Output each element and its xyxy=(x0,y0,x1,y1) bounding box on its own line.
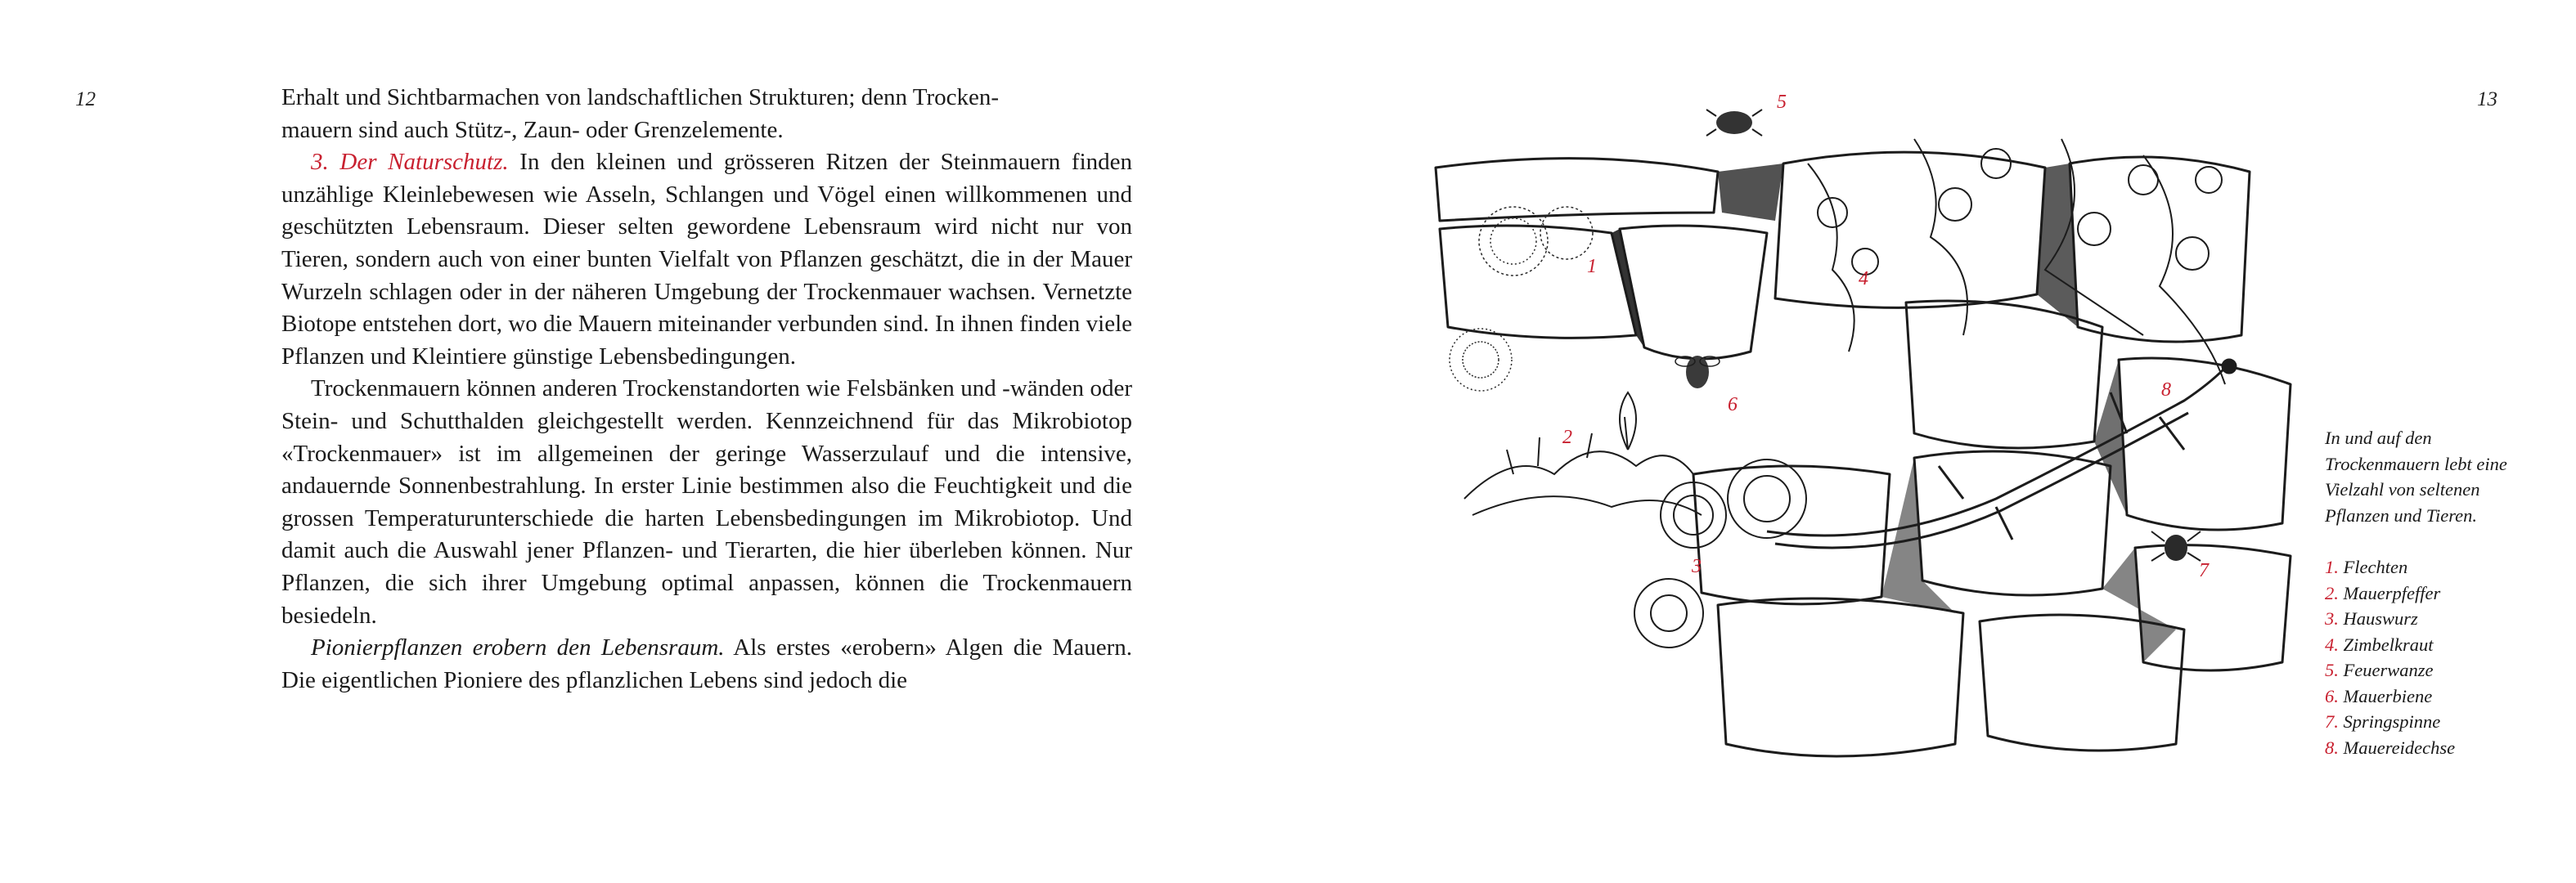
legend-item xyxy=(2325,580,2521,607)
page-number-right: 13 xyxy=(2477,88,2497,110)
paragraph-pionierpflanzen xyxy=(281,632,1132,697)
legend-item xyxy=(2325,735,2521,761)
legend-number: 5. xyxy=(2325,660,2339,680)
legend-item xyxy=(2325,709,2521,735)
paragraph-trockenstandorte: Trockenmauern können anderen Trockenstandorten wie Felsbänken und -wänden oder Stein- und Schutthalden gleichgestellt werden. Kennzeichnend für das Mikrobiotop «Trockenmauer» ist im allgemeinen der geringe Wasserzulauf und die intensive, andauernde Sonnenbestrahlung. In erster Linie bestimmen also die Feuchtigkeit und die grossen Temperaturunterschiede die harten Lebensbedingungen im Mikrobiotop. Und damit auch die Auswahl jener Pflanzen- und Tierarten, die hier überleben können. Nur Pflanzen, die sich ihrer Umgebung optimal anpassen, können die Trockenmauern besiedeln. xyxy=(281,375,1132,629)
legend-item xyxy=(2325,606,2521,632)
legend-number: 4. xyxy=(2325,634,2339,655)
lichen-cluster xyxy=(1450,207,1593,391)
legend-item xyxy=(2325,554,2521,580)
illustration-marker-2: 2 xyxy=(1562,427,1572,448)
legend-item xyxy=(2325,632,2521,658)
legend-label: Mauereidechse xyxy=(2343,737,2456,758)
legend-number: 1. xyxy=(2325,557,2339,577)
section-heading-naturschutz: 3. Der Naturschutz. xyxy=(311,149,509,176)
illustration-marker-6: 6 xyxy=(1728,394,1738,415)
paragraph-pionierpflanzen-text: Als erstes «erobern» Algen die Mauern. Die eigentlichen Pioniere des pflanzlichen Lebens sind jedoch die xyxy=(281,634,1132,693)
run-in-heading-pionierpflanzen: Pionierpflanzen erobern den Lebensraum. xyxy=(311,634,725,661)
legend-item xyxy=(2325,657,2521,684)
illustration-marker-4: 4 xyxy=(1859,268,1868,289)
stone xyxy=(1440,226,1636,338)
mason-bee-insect xyxy=(1675,356,1720,388)
paragraph-1-line-1: Erhalt und Sichtbarmachen von landschaftlichen Strukturen; denn Trocken- xyxy=(281,84,1000,110)
illustration-marker-1: 1 xyxy=(1587,256,1597,277)
ivy-leaved-toadflax xyxy=(1808,139,2225,384)
firebug-insect xyxy=(1706,110,1762,136)
legend-label: Springspinne xyxy=(2343,711,2441,732)
paragraph-1-line-2: mauern sind auch Stütz-, Zaun- oder Grenzelemente. xyxy=(281,116,784,143)
stone xyxy=(1436,159,1718,221)
body-text xyxy=(281,82,1132,697)
legend-number: 7. xyxy=(2325,711,2339,732)
legend-label: Feuerwanze xyxy=(2343,660,2434,680)
paragraph-naturschutz xyxy=(281,146,1132,373)
legend-number: 8. xyxy=(2325,737,2339,758)
legend-label: Mauerbiene xyxy=(2343,685,2433,706)
stone xyxy=(2070,157,2250,342)
figure-caption xyxy=(2325,425,2521,760)
stone xyxy=(2119,358,2291,530)
illustration-marker-8: 8 xyxy=(2161,379,2171,401)
stone xyxy=(1718,598,1963,756)
legend-item xyxy=(2325,684,2521,710)
houseleek-rosette xyxy=(1634,459,1806,648)
stone xyxy=(2135,545,2291,670)
paragraph-1 xyxy=(281,82,1132,146)
legend-label: Flechten xyxy=(2343,557,2408,577)
dry-stone-wall-illustration xyxy=(1423,90,2307,793)
legend-number: 2. xyxy=(2325,582,2339,603)
illustration-marker-5: 5 xyxy=(1777,92,1787,113)
legend-label: Mauerpfeffer xyxy=(2343,582,2441,603)
legend-label: Zimbelkraut xyxy=(2343,634,2434,655)
paragraph-naturschutz-text: In den kleinen und grösseren Ritzen der Steinmauern finden unzählige Kleinlebewesen wie Asseln, Schlangen und Vögel einen willkommenen und geschützten Lebensraum. Dieser selten gewordene Lebensraum wird nicht nur von Tieren, sondern auch von einer bunten Vielfalt von Pflanzen geschätzt, die in der Mauer Wurzeln schlagen oder in der näheren Umgebung der Trockenmauer wachsen. Vernetzte Biotope entstehen dort, wo die Mauern miteinander verbunden sind. In ihnen finden viele Pflanzen und Kleintiere günstige Lebensbedingungen. xyxy=(281,149,1132,370)
legend-label: Hauswurz xyxy=(2343,608,2418,629)
species-legend xyxy=(2325,554,2521,760)
caption-intro: In und auf den Trockenmauern lebt eine Vielzahl von seltenen Pflanzen und Tieren. xyxy=(2325,428,2507,526)
illustration-marker-3: 3 xyxy=(1692,556,1702,577)
legend-number: 3. xyxy=(2325,608,2339,629)
legend-number: 6. xyxy=(2325,685,2339,706)
page-number-left: 12 xyxy=(75,88,96,110)
illustration-marker-7: 7 xyxy=(2199,560,2209,581)
